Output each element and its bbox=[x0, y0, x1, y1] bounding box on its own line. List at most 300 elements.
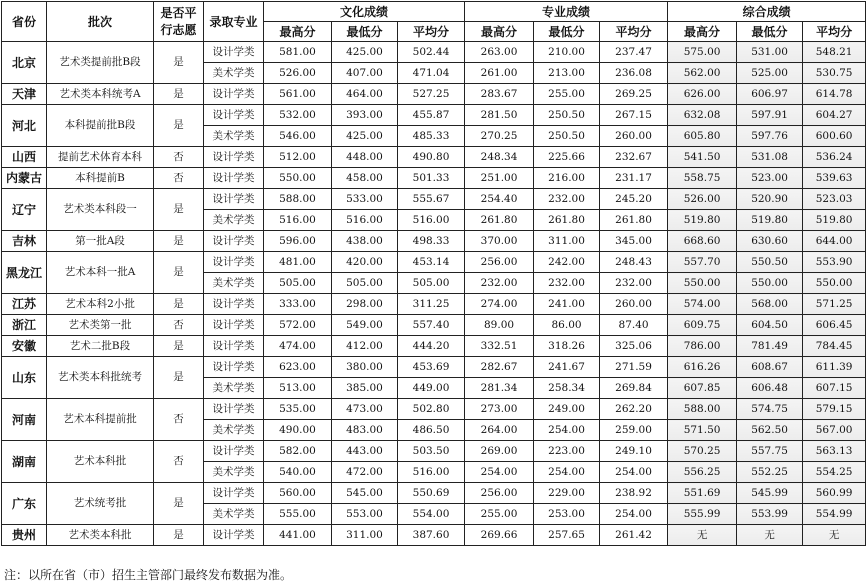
score-cell: 581.00 bbox=[264, 42, 332, 63]
major-cell: 设计学类 bbox=[204, 189, 264, 210]
score-cell: 531.08 bbox=[737, 147, 803, 168]
parallel-cell: 是 bbox=[154, 189, 204, 231]
score-cell: 473.00 bbox=[332, 399, 398, 420]
score-cell: 536.24 bbox=[803, 147, 866, 168]
score-cell: 539.63 bbox=[803, 168, 866, 189]
score-cell: 238.92 bbox=[600, 483, 668, 504]
score-cell: 490.80 bbox=[398, 147, 465, 168]
score-cell: 490.00 bbox=[264, 420, 332, 441]
batch-cell: 艺术本科提前批 bbox=[47, 399, 154, 441]
table-row bbox=[2, 105, 866, 126]
header-max: 最高分 bbox=[465, 22, 534, 42]
batch-cell: 艺术本科2小批 bbox=[47, 294, 154, 315]
score-cell: 464.00 bbox=[332, 84, 398, 105]
score-cell: 549.00 bbox=[332, 315, 398, 336]
score-cell: 333.00 bbox=[264, 294, 332, 315]
header-professional-score: 专业成绩 bbox=[465, 2, 668, 22]
province-cell: 广东 bbox=[2, 483, 47, 525]
table-row bbox=[2, 483, 866, 504]
score-cell: 481.00 bbox=[264, 252, 332, 273]
major-cell: 设计学类 bbox=[204, 483, 264, 504]
province-cell: 山东 bbox=[2, 357, 47, 399]
score-cell: 393.00 bbox=[332, 105, 398, 126]
score-cell: 582.00 bbox=[264, 441, 332, 462]
score-cell: 588.00 bbox=[264, 189, 332, 210]
major-cell: 设计学类 bbox=[204, 336, 264, 357]
score-cell: 535.00 bbox=[264, 399, 332, 420]
header-major: 录取专业 bbox=[204, 2, 264, 42]
score-cell: 261.42 bbox=[600, 525, 668, 546]
batch-cell: 艺术统考批 bbox=[47, 483, 154, 525]
score-cell: 597.76 bbox=[737, 126, 803, 147]
score-cell: 606.97 bbox=[737, 84, 803, 105]
major-cell: 美术学类 bbox=[204, 63, 264, 84]
score-cell: 325.06 bbox=[600, 336, 668, 357]
major-cell: 美术学类 bbox=[204, 210, 264, 231]
score-cell: 256.00 bbox=[465, 252, 534, 273]
score-cell: 283.67 bbox=[465, 84, 534, 105]
batch-cell: 本科提前批B段 bbox=[47, 105, 154, 147]
score-cell: 264.00 bbox=[465, 420, 534, 441]
score-cell: 550.50 bbox=[737, 252, 803, 273]
score-cell: 260.00 bbox=[600, 126, 668, 147]
score-cell: 241.00 bbox=[534, 294, 600, 315]
score-cell: 无 bbox=[803, 525, 866, 546]
score-cell: 210.00 bbox=[534, 42, 600, 63]
score-cell: 519.80 bbox=[668, 210, 737, 231]
score-cell: 597.91 bbox=[737, 105, 803, 126]
score-cell: 550.00 bbox=[737, 273, 803, 294]
score-cell: 614.78 bbox=[803, 84, 866, 105]
major-cell: 设计学类 bbox=[204, 294, 264, 315]
header-parallel bbox=[154, 2, 204, 42]
score-cell: 568.00 bbox=[737, 294, 803, 315]
score-cell: 241.67 bbox=[534, 357, 600, 378]
score-cell: 231.17 bbox=[600, 168, 668, 189]
score-cell: 626.00 bbox=[668, 84, 737, 105]
major-cell: 美术学类 bbox=[204, 504, 264, 525]
footnote: 注：以所在省（市）招生主管部门最终发布数据为准。 bbox=[4, 568, 293, 582]
score-cell: 232.00 bbox=[600, 273, 668, 294]
score-cell: 254.00 bbox=[534, 462, 600, 483]
header-max: 最高分 bbox=[668, 22, 737, 42]
score-cell: 无 bbox=[737, 525, 803, 546]
score-cell: 616.26 bbox=[668, 357, 737, 378]
batch-cell: 艺术类本科统考A bbox=[47, 84, 154, 105]
score-cell: 无 bbox=[668, 525, 737, 546]
score-cell: 505.00 bbox=[264, 273, 332, 294]
batch-cell: 艺术类本科批统考 bbox=[47, 357, 154, 399]
score-cell: 546.00 bbox=[264, 126, 332, 147]
score-cell: 87.40 bbox=[600, 315, 668, 336]
parallel-cell: 是 bbox=[154, 231, 204, 252]
score-cell: 555.00 bbox=[264, 504, 332, 525]
score-cell: 311.00 bbox=[332, 525, 398, 546]
parallel-cell: 是 bbox=[154, 483, 204, 525]
score-cell: 443.00 bbox=[332, 441, 398, 462]
score-cell: 516.00 bbox=[398, 462, 465, 483]
score-cell: 232.00 bbox=[465, 273, 534, 294]
score-cell: 449.00 bbox=[398, 378, 465, 399]
header-avg: 平均分 bbox=[600, 22, 668, 42]
parallel-cell: 否 bbox=[154, 399, 204, 441]
score-cell: 274.00 bbox=[465, 294, 534, 315]
parallel-cell: 是 bbox=[154, 105, 204, 147]
score-cell: 249.10 bbox=[600, 441, 668, 462]
province-cell: 天津 bbox=[2, 84, 47, 105]
score-cell: 412.00 bbox=[332, 336, 398, 357]
score-cell: 261.80 bbox=[534, 210, 600, 231]
score-cell: 545.99 bbox=[737, 483, 803, 504]
table-row bbox=[2, 336, 866, 357]
province-cell: 浙江 bbox=[2, 315, 47, 336]
score-cell: 571.50 bbox=[668, 420, 737, 441]
province-cell: 黑龙江 bbox=[2, 252, 47, 294]
score-cell: 550.00 bbox=[803, 273, 866, 294]
score-cell: 644.00 bbox=[803, 231, 866, 252]
score-cell: 387.60 bbox=[398, 525, 465, 546]
score-cell: 248.43 bbox=[600, 252, 668, 273]
score-cell: 261.80 bbox=[600, 210, 668, 231]
score-cell: 438.00 bbox=[332, 231, 398, 252]
table-row bbox=[2, 42, 866, 63]
batch-cell: 提前艺术体育本科 bbox=[47, 147, 154, 168]
table-row bbox=[2, 441, 866, 462]
score-cell: 474.00 bbox=[264, 336, 332, 357]
major-cell: 设计学类 bbox=[204, 357, 264, 378]
score-cell: 420.00 bbox=[332, 252, 398, 273]
score-cell: 259.00 bbox=[600, 420, 668, 441]
score-cell: 261.00 bbox=[465, 63, 534, 84]
score-cell: 225.66 bbox=[534, 147, 600, 168]
header-composite-score: 综合成绩 bbox=[668, 2, 866, 22]
score-cell: 86.00 bbox=[534, 315, 600, 336]
score-cell: 270.25 bbox=[465, 126, 534, 147]
score-cell: 607.85 bbox=[668, 378, 737, 399]
score-cell: 632.08 bbox=[668, 105, 737, 126]
score-cell: 557.75 bbox=[737, 441, 803, 462]
score-cell: 550.69 bbox=[398, 483, 465, 504]
score-cell: 255.00 bbox=[465, 504, 534, 525]
score-cell: 557.40 bbox=[398, 315, 465, 336]
score-cell: 271.59 bbox=[600, 357, 668, 378]
header-parallel-line2: 行志愿 bbox=[160, 22, 197, 37]
score-cell: 516.00 bbox=[332, 210, 398, 231]
score-cell: 560.99 bbox=[803, 483, 866, 504]
score-cell: 572.00 bbox=[264, 315, 332, 336]
parallel-cell: 否 bbox=[154, 441, 204, 483]
major-cell: 设计学类 bbox=[204, 315, 264, 336]
table-row bbox=[2, 252, 866, 273]
major-cell: 设计学类 bbox=[204, 84, 264, 105]
score-cell: 555.99 bbox=[668, 504, 737, 525]
province-cell: 内蒙古 bbox=[2, 168, 47, 189]
score-cell: 318.26 bbox=[534, 336, 600, 357]
score-cell: 311.25 bbox=[398, 294, 465, 315]
province-cell: 山西 bbox=[2, 147, 47, 168]
parallel-cell: 是 bbox=[154, 336, 204, 357]
score-cell: 256.00 bbox=[465, 483, 534, 504]
batch-cell: 艺术类提前批B段 bbox=[47, 42, 154, 84]
batch-cell: 艺术类本科批 bbox=[47, 525, 154, 546]
score-cell: 533.00 bbox=[332, 189, 398, 210]
score-cell: 550.00 bbox=[264, 168, 332, 189]
score-cell: 232.00 bbox=[534, 189, 600, 210]
score-cell: 505.00 bbox=[332, 273, 398, 294]
province-cell: 吉林 bbox=[2, 231, 47, 252]
score-cell: 525.00 bbox=[737, 63, 803, 84]
score-cell: 606.48 bbox=[737, 378, 803, 399]
score-cell: 505.00 bbox=[398, 273, 465, 294]
table-row bbox=[2, 399, 866, 420]
parallel-cell: 否 bbox=[154, 147, 204, 168]
score-cell: 605.80 bbox=[668, 126, 737, 147]
table-body bbox=[2, 42, 866, 546]
parallel-cell: 是 bbox=[154, 84, 204, 105]
score-cell: 472.00 bbox=[332, 462, 398, 483]
score-cell: 232.67 bbox=[600, 147, 668, 168]
score-cell: 255.00 bbox=[534, 84, 600, 105]
score-cell: 229.00 bbox=[534, 483, 600, 504]
score-cell: 483.00 bbox=[332, 420, 398, 441]
score-cell: 786.00 bbox=[668, 336, 737, 357]
major-cell: 美术学类 bbox=[204, 273, 264, 294]
score-cell: 254.00 bbox=[600, 504, 668, 525]
score-cell: 260.00 bbox=[600, 294, 668, 315]
score-cell: 281.34 bbox=[465, 378, 534, 399]
batch-cell: 艺术类第一批 bbox=[47, 315, 154, 336]
table-row bbox=[2, 294, 866, 315]
header-culture-score: 文化成绩 bbox=[264, 2, 465, 22]
admission-score-table bbox=[1, 1, 866, 546]
table-row bbox=[2, 84, 866, 105]
score-cell: 512.00 bbox=[264, 147, 332, 168]
header-max: 最高分 bbox=[264, 22, 332, 42]
score-cell: 502.80 bbox=[398, 399, 465, 420]
score-cell: 596.00 bbox=[264, 231, 332, 252]
score-cell: 551.69 bbox=[668, 483, 737, 504]
score-cell: 554.99 bbox=[803, 504, 866, 525]
table-row bbox=[2, 231, 866, 252]
province-cell: 北京 bbox=[2, 42, 47, 84]
header-min: 最低分 bbox=[534, 22, 600, 42]
batch-cell: 艺术本科批 bbox=[47, 441, 154, 483]
score-cell: 441.00 bbox=[264, 525, 332, 546]
score-cell: 242.00 bbox=[534, 252, 600, 273]
score-cell: 258.34 bbox=[534, 378, 600, 399]
header-row-1 bbox=[2, 2, 866, 22]
score-cell: 574.75 bbox=[737, 399, 803, 420]
score-cell: 579.15 bbox=[803, 399, 866, 420]
parallel-cell: 是 bbox=[154, 252, 204, 294]
score-cell: 600.60 bbox=[803, 126, 866, 147]
score-cell: 254.40 bbox=[465, 189, 534, 210]
score-cell: 453.14 bbox=[398, 252, 465, 273]
score-cell: 448.00 bbox=[332, 147, 398, 168]
major-cell: 设计学类 bbox=[204, 42, 264, 63]
score-cell: 250.50 bbox=[534, 105, 600, 126]
table-row bbox=[2, 147, 866, 168]
score-cell: 563.13 bbox=[803, 441, 866, 462]
score-cell: 425.00 bbox=[332, 126, 398, 147]
score-cell: 245.20 bbox=[600, 189, 668, 210]
score-cell: 531.00 bbox=[737, 42, 803, 63]
score-cell: 553.90 bbox=[803, 252, 866, 273]
score-cell: 541.50 bbox=[668, 147, 737, 168]
score-cell: 550.00 bbox=[668, 273, 737, 294]
score-cell: 458.00 bbox=[332, 168, 398, 189]
score-cell: 552.25 bbox=[737, 462, 803, 483]
score-cell: 282.67 bbox=[465, 357, 534, 378]
score-cell: 486.50 bbox=[398, 420, 465, 441]
major-cell: 设计学类 bbox=[204, 399, 264, 420]
score-cell: 261.80 bbox=[465, 210, 534, 231]
table-row bbox=[2, 168, 866, 189]
province-cell: 辽宁 bbox=[2, 189, 47, 231]
score-cell: 553.00 bbox=[332, 504, 398, 525]
score-cell: 269.84 bbox=[600, 378, 668, 399]
score-cell: 556.25 bbox=[668, 462, 737, 483]
score-cell: 345.00 bbox=[600, 231, 668, 252]
score-cell: 604.50 bbox=[737, 315, 803, 336]
score-cell: 502.44 bbox=[398, 42, 465, 63]
score-cell: 611.39 bbox=[803, 357, 866, 378]
score-cell: 570.25 bbox=[668, 441, 737, 462]
score-cell: 471.04 bbox=[398, 63, 465, 84]
score-cell: 223.00 bbox=[534, 441, 600, 462]
score-cell: 498.33 bbox=[398, 231, 465, 252]
score-cell: 269.25 bbox=[600, 84, 668, 105]
header-batch: 批次 bbox=[47, 2, 154, 42]
score-cell: 254.00 bbox=[534, 420, 600, 441]
batch-cell: 本科提前B bbox=[47, 168, 154, 189]
major-cell: 设计学类 bbox=[204, 252, 264, 273]
score-cell: 575.00 bbox=[668, 42, 737, 63]
table-row bbox=[2, 315, 866, 336]
score-cell: 380.00 bbox=[332, 357, 398, 378]
score-cell: 553.99 bbox=[737, 504, 803, 525]
parallel-cell: 否 bbox=[154, 168, 204, 189]
score-cell: 554.25 bbox=[803, 462, 866, 483]
province-cell: 河北 bbox=[2, 105, 47, 147]
batch-cell: 第一批A段 bbox=[47, 231, 154, 252]
table-row bbox=[2, 357, 866, 378]
score-cell: 571.25 bbox=[803, 294, 866, 315]
major-cell: 美术学类 bbox=[204, 378, 264, 399]
table-row bbox=[2, 525, 866, 546]
parallel-cell: 是 bbox=[154, 42, 204, 84]
score-cell: 530.75 bbox=[803, 63, 866, 84]
major-cell: 设计学类 bbox=[204, 231, 264, 252]
score-cell: 516.00 bbox=[398, 210, 465, 231]
score-cell: 453.69 bbox=[398, 357, 465, 378]
score-cell: 548.21 bbox=[803, 42, 866, 63]
major-cell: 美术学类 bbox=[204, 462, 264, 483]
score-cell: 607.15 bbox=[803, 378, 866, 399]
score-cell: 526.00 bbox=[264, 63, 332, 84]
score-cell: 523.03 bbox=[803, 189, 866, 210]
score-cell: 425.00 bbox=[332, 42, 398, 63]
parallel-cell: 是 bbox=[154, 525, 204, 546]
score-cell: 567.00 bbox=[803, 420, 866, 441]
score-cell: 216.00 bbox=[534, 168, 600, 189]
score-cell: 554.00 bbox=[398, 504, 465, 525]
batch-cell: 艺术类本科段一 bbox=[47, 189, 154, 231]
score-cell: 332.51 bbox=[465, 336, 534, 357]
score-cell: 513.00 bbox=[264, 378, 332, 399]
score-cell: 232.00 bbox=[534, 273, 600, 294]
province-cell: 江苏 bbox=[2, 294, 47, 315]
score-cell: 561.00 bbox=[264, 84, 332, 105]
score-cell: 545.00 bbox=[332, 483, 398, 504]
score-cell: 250.50 bbox=[534, 126, 600, 147]
score-cell: 407.00 bbox=[332, 63, 398, 84]
score-cell: 311.00 bbox=[534, 231, 600, 252]
table-row bbox=[2, 189, 866, 210]
score-cell: 273.00 bbox=[465, 399, 534, 420]
score-cell: 519.80 bbox=[737, 210, 803, 231]
score-cell: 254.00 bbox=[465, 462, 534, 483]
batch-cell: 艺术本科一批A bbox=[47, 252, 154, 294]
score-cell: 269.00 bbox=[465, 441, 534, 462]
parallel-cell: 否 bbox=[154, 315, 204, 336]
score-cell: 668.60 bbox=[668, 231, 737, 252]
score-cell: 523.00 bbox=[737, 168, 803, 189]
score-cell: 560.00 bbox=[264, 483, 332, 504]
score-cell: 455.87 bbox=[398, 105, 465, 126]
major-cell: 设计学类 bbox=[204, 147, 264, 168]
header-parallel-line1: 是否平 bbox=[160, 5, 197, 20]
major-cell: 设计学类 bbox=[204, 525, 264, 546]
score-cell: 604.27 bbox=[803, 105, 866, 126]
header-avg: 平均分 bbox=[398, 22, 465, 42]
province-cell: 安徽 bbox=[2, 336, 47, 357]
score-cell: 254.00 bbox=[600, 462, 668, 483]
score-cell: 257.65 bbox=[534, 525, 600, 546]
batch-cell: 艺术二批B段 bbox=[47, 336, 154, 357]
score-cell: 609.75 bbox=[668, 315, 737, 336]
province-cell: 河南 bbox=[2, 399, 47, 441]
score-cell: 485.33 bbox=[398, 126, 465, 147]
score-cell: 249.00 bbox=[534, 399, 600, 420]
score-cell: 519.80 bbox=[803, 210, 866, 231]
province-cell: 贵州 bbox=[2, 525, 47, 546]
score-cell: 253.00 bbox=[534, 504, 600, 525]
header-avg: 平均分 bbox=[803, 22, 866, 42]
major-cell: 美术学类 bbox=[204, 420, 264, 441]
score-cell: 781.49 bbox=[737, 336, 803, 357]
score-cell: 263.00 bbox=[465, 42, 534, 63]
score-cell: 527.25 bbox=[398, 84, 465, 105]
score-cell: 540.00 bbox=[264, 462, 332, 483]
score-cell: 557.70 bbox=[668, 252, 737, 273]
score-cell: 526.00 bbox=[668, 189, 737, 210]
score-cell: 588.00 bbox=[668, 399, 737, 420]
score-cell: 574.00 bbox=[668, 294, 737, 315]
score-cell: 267.15 bbox=[600, 105, 668, 126]
score-cell: 532.00 bbox=[264, 105, 332, 126]
score-cell: 385.00 bbox=[332, 378, 398, 399]
major-cell: 设计学类 bbox=[204, 105, 264, 126]
score-cell: 89.00 bbox=[465, 315, 534, 336]
major-cell: 设计学类 bbox=[204, 168, 264, 189]
score-cell: 630.60 bbox=[737, 231, 803, 252]
score-cell: 444.20 bbox=[398, 336, 465, 357]
score-cell: 237.47 bbox=[600, 42, 668, 63]
score-cell: 784.45 bbox=[803, 336, 866, 357]
score-cell: 269.66 bbox=[465, 525, 534, 546]
score-cell: 558.75 bbox=[668, 168, 737, 189]
